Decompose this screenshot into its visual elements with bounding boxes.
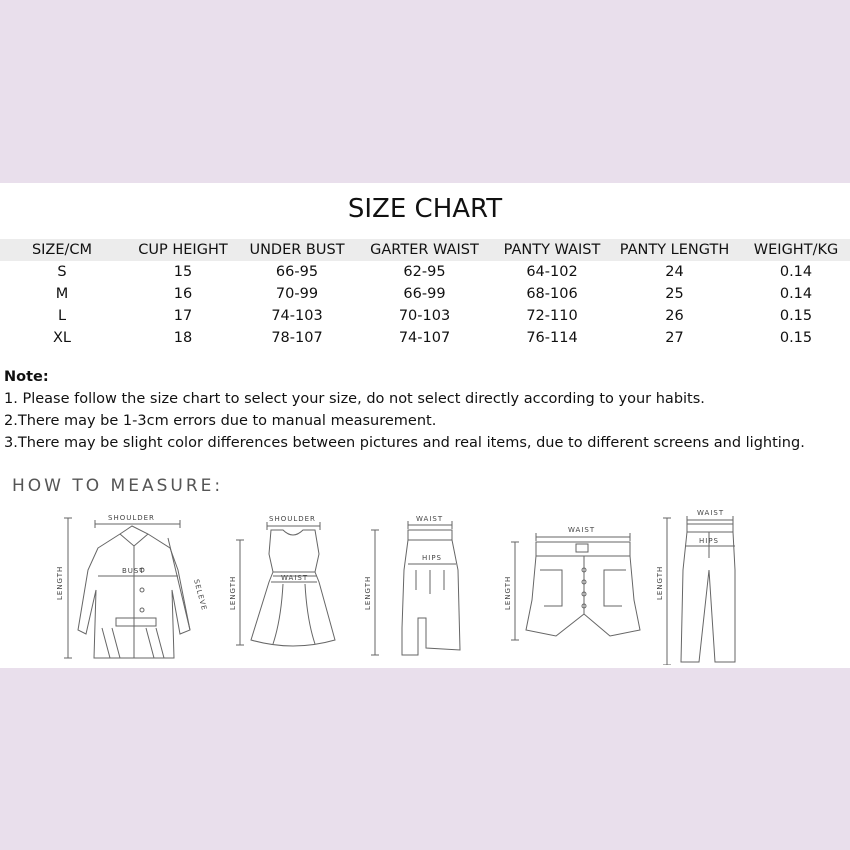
table-cell: 76-114 [526,330,578,346]
notes-section [4,366,805,454]
table-cell: 62-95 [403,264,446,280]
table-cell: L [57,308,67,324]
table-cell: 24 [665,264,684,280]
label-waist: WAIST [281,574,309,582]
label-bust: BUST [122,567,145,575]
label-waist: WAIST [697,510,725,517]
size-chart-title: SIZE CHART [347,194,503,224]
table-cell: M [55,286,69,302]
header-cup-height: CUP HEIGHT [138,242,228,258]
table-row [0,327,850,349]
label-length: LENGTH [656,565,664,600]
table-cell: 18 [173,330,193,346]
label-waist: WAIST [416,515,444,523]
table-cell: 27 [665,330,684,346]
skirt-diagram [360,510,470,665]
table-cell: 72-110 [526,308,578,324]
size-chart-panel [0,183,850,668]
table-row [0,261,850,283]
table-cell: 70-103 [398,308,451,324]
label-sleeve: SELEVE [192,578,209,612]
trousers-diagram [655,510,750,665]
header-size: SIZE/CM [31,242,93,258]
label-length: LENGTH [504,575,512,610]
table-cell: 70-99 [275,286,319,302]
table-cell: 66-95 [275,264,319,280]
table-cell: S [57,264,67,280]
table-row [0,305,850,327]
table-cell: 78-107 [271,330,323,346]
table-cell: XL [52,330,71,346]
label-length: LENGTH [229,575,237,610]
title-band [0,183,850,239]
jacket-diagram [50,510,210,665]
table-cell: 25 [665,286,684,302]
table-cell: 15 [173,264,193,280]
table-header-row [0,239,850,261]
header-panty-waist: PANTY WAIST [503,242,601,258]
table-cell: 66-99 [403,286,446,302]
note-item: 1. Please follow the size chart to select your size, do not select directly according to your habits. [4,391,705,407]
table-cell: 64-102 [526,264,578,280]
table-cell: 0.14 [779,264,813,280]
shorts-diagram [500,510,650,665]
table-cell: 0.14 [779,286,813,302]
table-cell: 0.15 [779,330,813,346]
header-garter-waist: GARTER WAIST [370,242,479,258]
header-panty-length: PANTY LENGTH [619,242,730,258]
header-weight: WEIGHT/KG [753,242,839,258]
note-item: 3.There may be slight color differences between pictures and real items, due to different screens and lighting. [4,435,805,451]
size-table [0,239,850,349]
table-cell: 17 [173,308,193,324]
label-shoulder: SHOULDER [269,515,316,523]
note-item: 2.There may be 1-3cm errors due to manual measurement. [4,413,437,429]
label-waist: WAIST [568,526,596,534]
table-row [0,283,850,305]
how-to-measure-heading: HOW TO MEASURE: [12,476,224,496]
dress-diagram [225,510,340,665]
table-cell: 74-103 [271,308,323,324]
header-under-bust: UNDER BUST [249,242,345,258]
table-cell: 74-107 [398,330,451,346]
label-hips: HIPS [699,537,719,545]
label-shoulder: SHOULDER [108,514,155,522]
notes-heading: Note: [4,369,49,385]
table-cell: 68-106 [526,286,578,302]
table-cell: 0.15 [779,308,813,324]
table-cell: 16 [173,286,193,302]
label-length: LENGTH [364,575,372,610]
table-cell: 26 [665,308,684,324]
label-length: LENGTH [56,565,64,600]
label-hips: HIPS [422,554,442,562]
